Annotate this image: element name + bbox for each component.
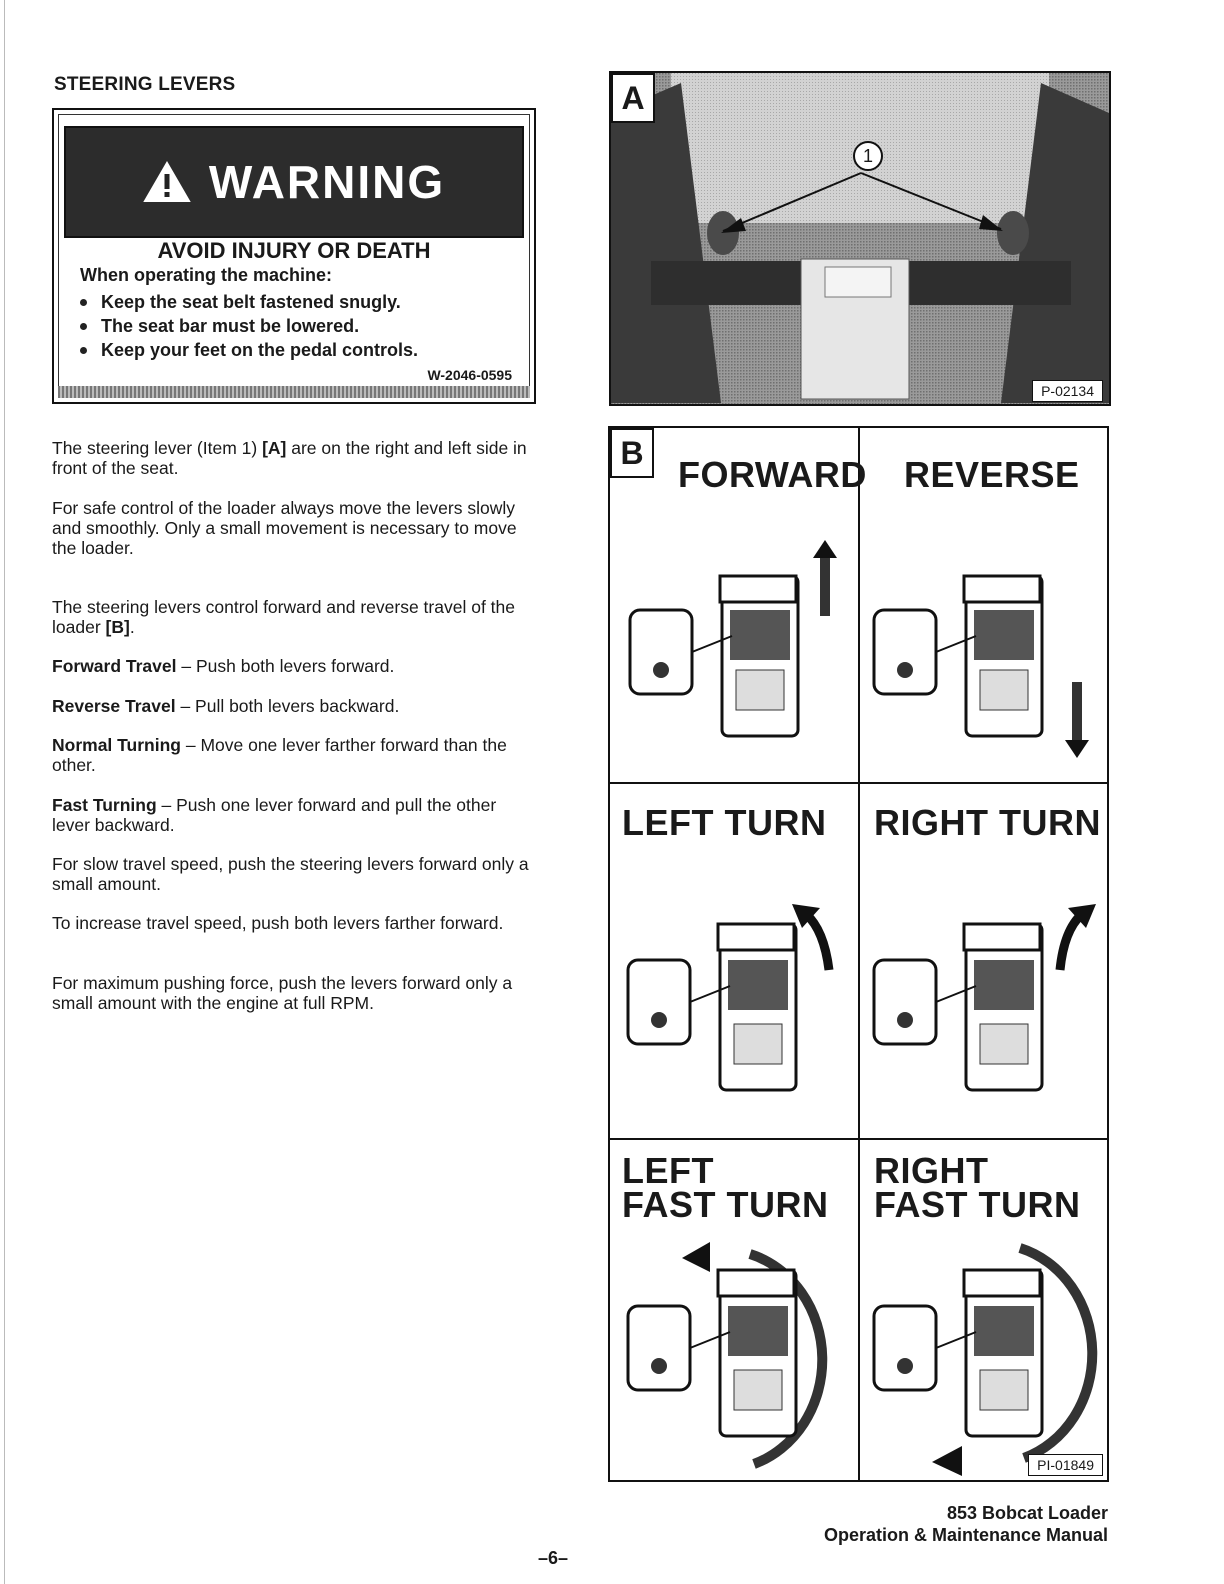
cell-title-left-turn: LEFT TURN bbox=[622, 802, 827, 843]
warning-signal-word: WARNING bbox=[208, 156, 446, 208]
cell-title-reverse: REVERSE bbox=[904, 454, 1080, 495]
cell-reverse bbox=[860, 428, 1107, 782]
paragraph-reverse-travel: Reverse Travel – Pull both levers backward. bbox=[52, 696, 400, 716]
figure-a-photo bbox=[609, 71, 1111, 406]
figure-a-label: A bbox=[611, 73, 655, 123]
cell-title-left-fast-line1: LEFT bbox=[622, 1150, 714, 1191]
cell-title-right-fast-line1: RIGHT bbox=[874, 1150, 989, 1191]
warning-code: W-2046-0595 bbox=[427, 367, 512, 383]
bullet-icon bbox=[80, 323, 87, 330]
loader-reverse-icon bbox=[870, 572, 1100, 772]
page-margin-line bbox=[4, 0, 5, 1584]
cell-title-right-turn: RIGHT TURN bbox=[874, 802, 1101, 843]
figure-a-code: P-02134 bbox=[1032, 380, 1103, 402]
section-title: STEERING LEVERS bbox=[54, 74, 236, 95]
cell-title-right-fast-line2: FAST TURN bbox=[874, 1184, 1081, 1225]
manual-title-line1: 853 Bobcat Loader bbox=[946, 1503, 1108, 1523]
warning-triangle-icon bbox=[143, 161, 191, 203]
paragraph-safe-control: For safe control of the loader always move the levers slowly and smoothly. Only a small movement is necessary to move the loader. bbox=[52, 498, 517, 558]
warning-header bbox=[64, 126, 524, 238]
cell-right-fast-turn bbox=[860, 1140, 1107, 1480]
page-number: –6– bbox=[538, 1548, 569, 1568]
loader-left-turn-icon bbox=[624, 900, 854, 1130]
warning-hatch bbox=[58, 386, 530, 398]
warning-item: Keep your feet on the pedal controls. bbox=[80, 338, 418, 362]
warning-list bbox=[80, 290, 418, 362]
warning-label bbox=[52, 108, 536, 404]
warning-subheading: When operating the machine: bbox=[80, 265, 333, 285]
paragraph-max-force: For maximum pushing force, push the levers forward only a small amount with the engine at full RPM. bbox=[52, 973, 513, 1013]
figure-b-label: B bbox=[610, 428, 654, 478]
paragraph-slow-speed: For slow travel speed, push the steering levers forward only a small amount. bbox=[52, 854, 529, 894]
cell-title-left-fast-line2: FAST TURN bbox=[622, 1184, 829, 1225]
figure-b-diagram bbox=[608, 426, 1109, 1482]
loader-right-turn-icon bbox=[870, 900, 1100, 1130]
callout-1: 1 bbox=[853, 141, 883, 171]
loader-left-fast-turn-icon bbox=[624, 1236, 854, 1476]
manual-title-line2: Operation & Maintenance Manual bbox=[823, 1525, 1108, 1545]
manual-title bbox=[824, 1502, 1108, 1546]
cell-right-turn bbox=[860, 784, 1107, 1138]
paragraph-forward-travel: Forward Travel – Push both levers forward. bbox=[52, 656, 395, 676]
paragraph-travel-control: The steering levers control forward and reverse travel of the loader [B]. bbox=[52, 597, 515, 637]
warning-heading: AVOID INJURY OR DEATH bbox=[157, 238, 431, 263]
cell-left-fast-turn bbox=[610, 1140, 858, 1480]
figure-b-code: PI-01849 bbox=[1028, 1454, 1103, 1476]
bullet-icon bbox=[80, 299, 87, 306]
cab-interior-photo bbox=[611, 73, 1109, 404]
paragraph-lever-location: The steering lever (Item 1) [A] are on the right and left side in front of the seat. bbox=[52, 438, 527, 478]
paragraph-normal-turning: Normal Turning – Move one lever farther forward than the other. bbox=[52, 735, 507, 775]
cell-title-forward: FORWARD bbox=[678, 454, 867, 495]
cell-forward bbox=[610, 428, 867, 782]
cell-left-turn bbox=[610, 784, 858, 1138]
bullet-icon bbox=[80, 347, 87, 354]
paragraph-fast-turning: Fast Turning – Push one lever forward and pull the other lever backward. bbox=[52, 795, 497, 835]
warning-item: The seat bar must be lowered. bbox=[80, 314, 418, 338]
loader-forward-icon bbox=[624, 540, 854, 740]
loader-right-fast-turn-icon bbox=[870, 1236, 1100, 1476]
warning-item: Keep the seat belt fastened snugly. bbox=[80, 290, 418, 314]
paragraph-increase-speed: To increase travel speed, push both levers farther forward. bbox=[52, 913, 504, 933]
